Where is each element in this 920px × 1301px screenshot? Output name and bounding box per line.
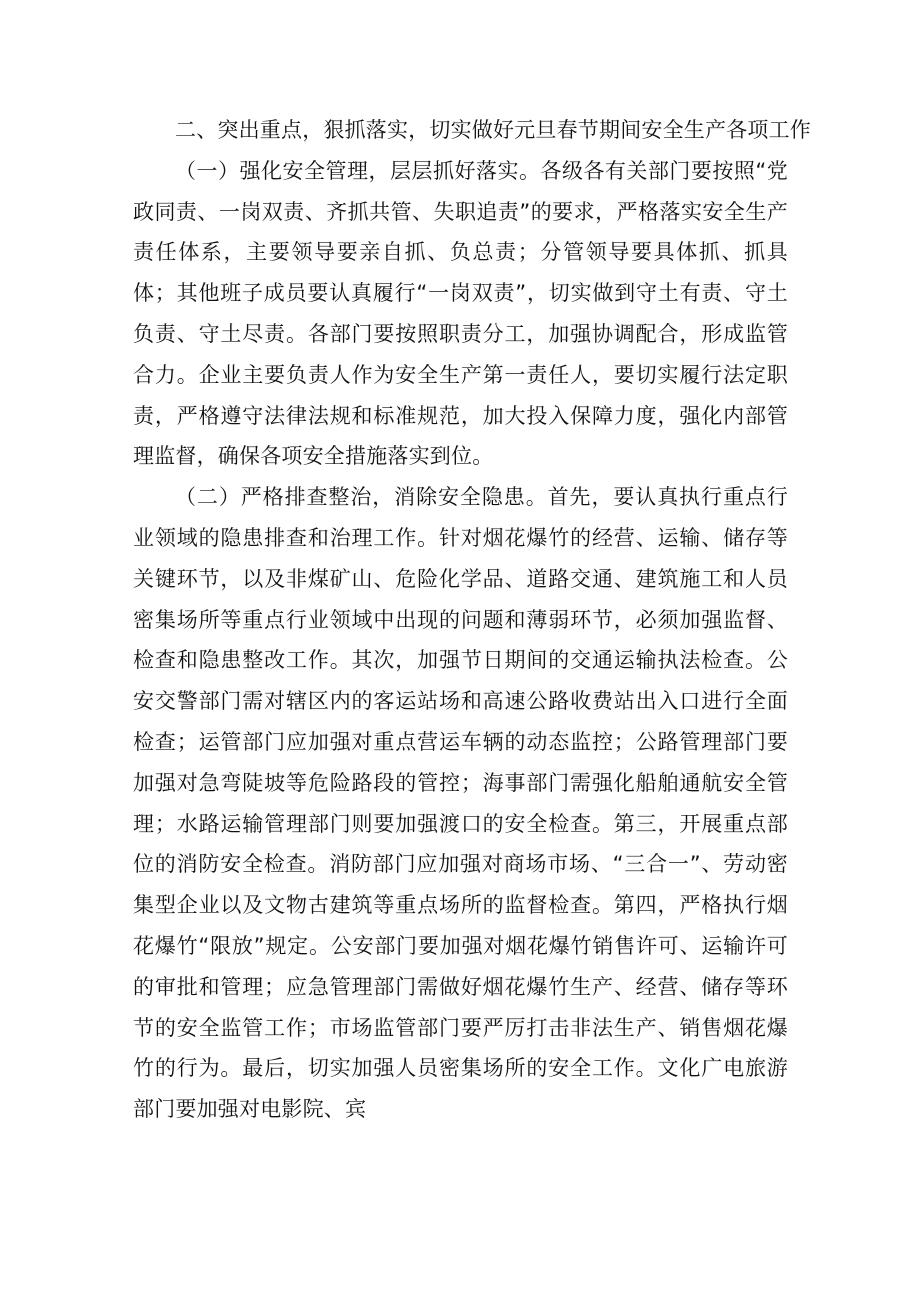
paragraph-1: （一）强化安全管理，层层抓好落实。各级各有关部门要按照“党政同责、一岗双责、齐抓共管、失职追责”的要求，严格落实安全生产责任体系，主要领导要亲自抓、负总责；分管领导要具体抓、抓具体；其他班子成员要认真履行“一岗双责”，切实做到守土有责、守土负责、守土尽责。各部门要按照职责分工，加强协调配合，形成监管合力。企业主要负责人作为安全生产第一责任人，要切实履行法定职责，严格遵守法律法规和标准规范，加大投入保障力度，强化内部管理监督，确保各项安全措施落实到位。 [133, 158, 788, 469]
paragraph-2: （二）严格排查整治，消除安全隐患。首先，要认真执行重点行业领域的隐患排查和治理工作。针对烟花爆竹的经营、运输、储存等关键环节，以及非煤矿山、危险化学品、道路交通、建筑施工和人员密集场所等重点行业领域中出现的问题和薄弱环节，必须加强监督、检查和隐患整改工作。其次，加强节日期间的交通运输执法检查。公安交警部门需对辖区内的客运站场和高速公路收费站出入口进行全面检查；运管部门应加强对重点营运车辆的动态监控；公路管理部门要加强对急弯陡坡等危险路段的管控；海事部门需强化船舶通航安全管理；水路运输管理部门则要加强渡口的安全检查。第三，开展重点部位的消防安全检查。消防部门应加强对商场市场、“三合一”、劳动密集型企业以及文物古建筑等重点场所的监督检查。第四，严格执行烟花爆竹“限放”规定。公安部门要加强对烟花爆竹销售许可、运输许可的审批和管理；应急管理部门需做好烟花爆竹生产、经营、储存等环节的安全监管工作；市场监管部门要严厉打击非法生产、销售烟花爆竹的行为。最后，切实加强人员密集场所的安全工作。文化广电旅游部门要加强对电影院、宾 [133, 485, 788, 1122]
document-body [133, 110, 811, 1130]
section-heading: 二、突出重点，狠抓落实，切实做好元旦春节期间安全生产各项工作 [175, 118, 811, 142]
